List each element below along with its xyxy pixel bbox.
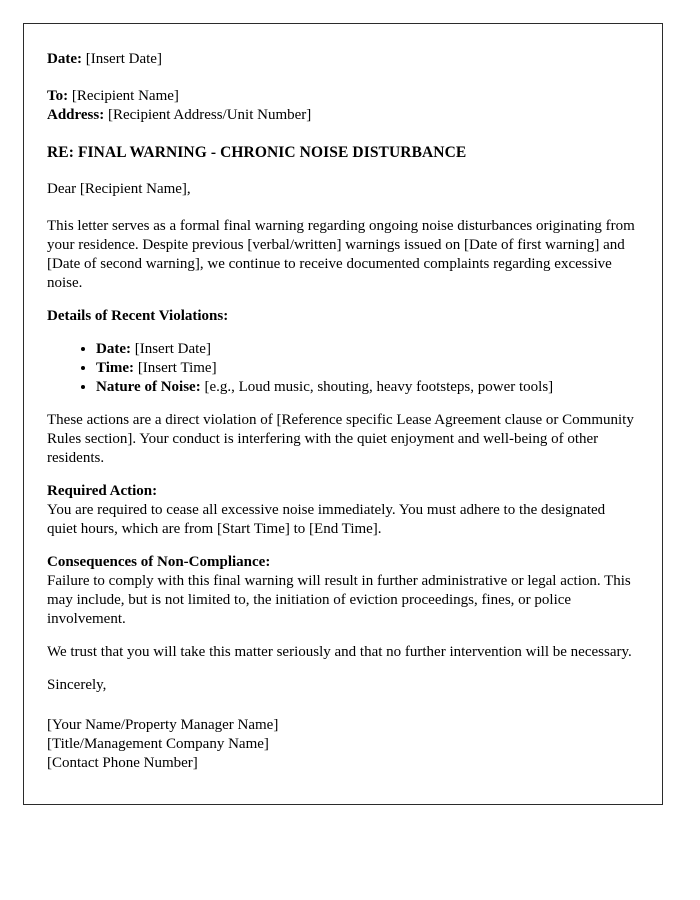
to-label: To:	[47, 88, 69, 104]
letter-page	[23, 23, 663, 805]
list-item	[96, 340, 636, 359]
spacer	[47, 326, 636, 340]
violations-list	[47, 340, 636, 397]
date-value: [Insert Date]	[85, 51, 162, 67]
letter-content	[24, 24, 662, 773]
required-action-body: You are required to cease all excessive noise immediately. You must adhere to the designated quiet hours, which are from [Start Time] to [End Time].	[47, 502, 606, 537]
violations-heading: Details of Recent Violations:	[47, 308, 229, 324]
sign-off: Sincerely,	[47, 677, 107, 693]
intro-paragraph: This letter serves as a formal final warning regarding ongoing noise disturbances originating from your residence. Despite previous [verbal/written] warnings issued on [Date of first warning] and [Date of second warning], we continue to receive documented complaints regarding excessive noise.	[47, 218, 635, 291]
date-line	[47, 50, 636, 69]
spacer	[47, 695, 636, 716]
address-label: Address:	[47, 107, 105, 123]
date-label: Date:	[47, 51, 82, 67]
consequences-body: Failure to comply with this final warning will result in further administrative or legal action. This may include, but is not limited to, the initiation of eviction proceedings, fines, or police involvement.	[47, 573, 631, 627]
list-item	[96, 359, 636, 378]
subject-line: RE: FINAL WARNING - CHRONIC NOISE DISTURBANCE	[47, 144, 467, 161]
spacer	[47, 69, 636, 87]
signature-phone: [Contact Phone Number]	[47, 755, 198, 771]
spacer	[47, 293, 636, 307]
spacer	[47, 162, 636, 180]
violation-time-value: [Insert Time]	[137, 360, 217, 376]
address-value: [Recipient Address/Unit Number]	[107, 107, 312, 123]
violation-time-label: Time:	[96, 360, 135, 376]
spacer	[47, 629, 636, 643]
signature-block	[47, 716, 636, 773]
violation-date-value: [Insert Date]	[134, 341, 211, 357]
spacer	[47, 468, 636, 482]
closing-paragraph: We trust that you will take this matter seriously and that no further intervention will be necessary.	[47, 644, 632, 660]
spacer	[47, 125, 636, 143]
violation-date-label: Date:	[96, 341, 131, 357]
consequences-heading: Consequences of Non-Compliance:	[47, 554, 271, 570]
spacer	[47, 397, 636, 411]
spacer	[47, 539, 636, 553]
violation-paragraph: These actions are a direct violation of [Reference specific Lease Agreement clause or Community Rules section]. Your conduct is interfering with the quiet enjoyment and well-being of other residents.	[47, 412, 634, 466]
recipient-line	[47, 87, 636, 106]
signature-name: [Your Name/Property Manager Name]	[47, 717, 279, 733]
list-item	[96, 378, 636, 397]
spacer	[47, 199, 636, 217]
violation-nature-value: [e.g., Loud music, shouting, heavy footsteps, power tools]	[204, 379, 554, 395]
to-value: [Recipient Name]	[71, 88, 179, 104]
required-action-heading: Required Action:	[47, 483, 158, 499]
address-line	[47, 106, 636, 125]
spacer	[47, 662, 636, 676]
signature-title: [Title/Management Company Name]	[47, 736, 269, 752]
violation-nature-label: Nature of Noise:	[96, 379, 201, 395]
salutation: Dear [Recipient Name],	[47, 181, 191, 197]
